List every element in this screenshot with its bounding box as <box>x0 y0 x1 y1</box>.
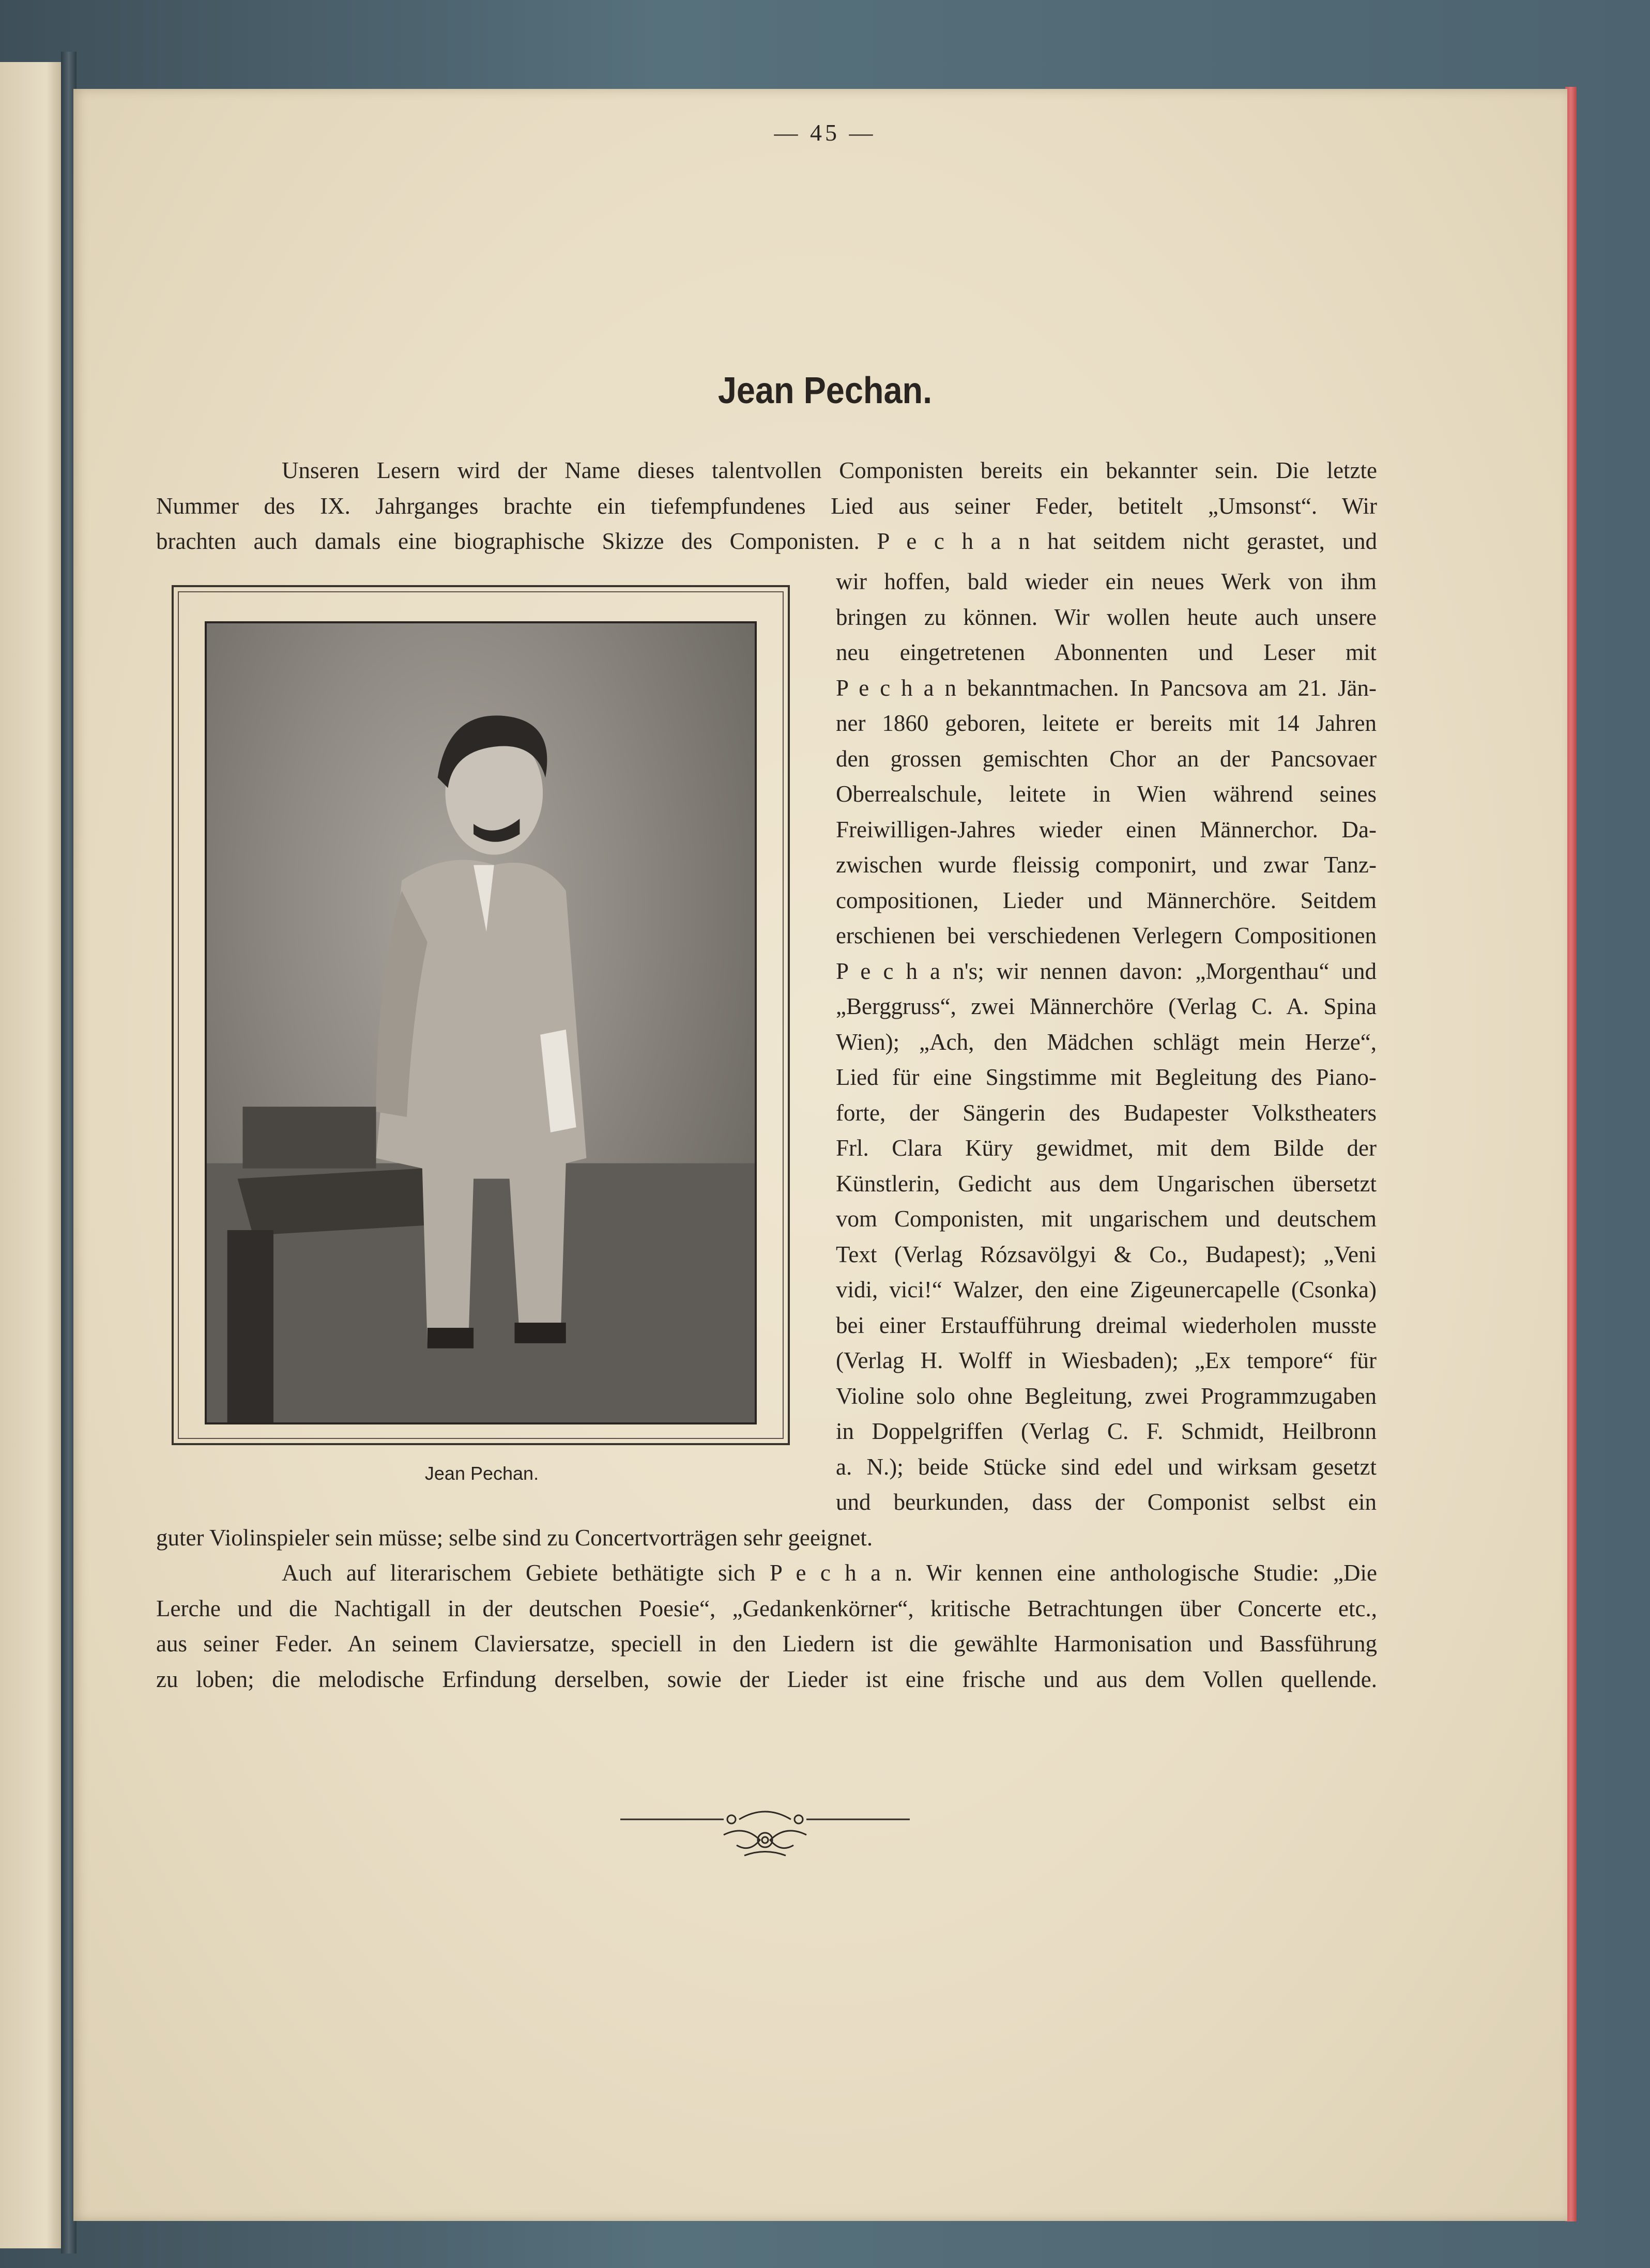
text-line: wir hoffen, bald wieder ein neues Werk von ihm <box>836 569 1377 594</box>
text-line: in Doppelgriffen (Verlag C. F. Schmidt, Heilbronn <box>836 1418 1377 1444</box>
text-line: bringen zu können. Wir wollen heute auch unsere <box>836 604 1377 630</box>
text-line: zwischen wurde fleissig componirt, und zwar Tanz- <box>836 852 1377 878</box>
text-line: Unseren Lesern wird der Name dieses talentvollen Componisten bereits ein bekannter sein. Die letzte <box>282 457 1377 483</box>
text-line: compositionen, Lieder und Männerchöre. Seitdem <box>836 887 1377 913</box>
text-line: guter Violinspieler sein müsse; selbe sind zu Concertvorträgen sehr geeignet. <box>156 1524 873 1551</box>
text-line: Lerche und die Nachtigall in der deutschen Poesie“, „Gedankenkörner“, kritische Betrachtungen über Concerte etc., <box>156 1595 1377 1621</box>
text-line: Lied für eine Singstimme mit Begleitung des Piano- <box>836 1064 1377 1090</box>
text-line: neu eingetretenen Abonnenten und Leser mit <box>836 639 1377 665</box>
left-page-edge <box>0 62 66 2248</box>
decorative-ornament <box>620 1804 910 1861</box>
text-line: Oberrealschule, leitete in Wien während seines <box>836 781 1377 807</box>
text-line: Wien); „Ach, den Mädchen schlägt mein Herze“, <box>836 1029 1377 1055</box>
article-title: Jean Pechan. <box>717 370 933 411</box>
text-line: den grossen gemischten Chor an der Pancsovaer <box>836 745 1377 772</box>
text-line: Text (Verlag Rózsavölgyi & Co., Budapest); „Veni <box>836 1241 1377 1267</box>
text-line: Auch auf literarischem Gebiete bethätigte sich P e c h a n. Wir kennen eine anthologische Studie: „Die <box>282 1560 1377 1586</box>
portrait-figure <box>207 623 755 1422</box>
text-line: vidi, vici!“ Walzer, den eine Zigeunercapelle (Csonka) <box>836 1277 1377 1302</box>
text-line: und beurkunden, dass der Componist selbst ein <box>836 1489 1377 1515</box>
text-line: Nummer des IX. Jahrganges brachte ein tiefempfundenes Lied aus seiner Feder, betitelt „Umsonst“. Wir <box>156 493 1377 519</box>
text-line: Violine solo ohne Begleitung, zwei Programmzugaben <box>836 1383 1377 1409</box>
text-line: aus seiner Feder. An seinem Claviersatze, speciell in den Liedern ist die gewählte Harmonisation und Bassführung <box>156 1631 1377 1657</box>
text-line: zu loben; die melodische Erfindung derselben, sowie der Lieder ist eine frische und aus dem Vollen quellende. <box>156 1666 1377 1692</box>
text-line: forte, der Sängerin des Budapester Volkstheaters <box>836 1099 1377 1126</box>
text-line: P e c h a n bekanntmachen. In Pancsova am 21. Jän- <box>836 675 1377 701</box>
text-line: erschienen bei verschiedenen Verlegern Compositionen <box>836 923 1377 948</box>
portrait-photo <box>205 621 757 1424</box>
text-line: brachten auch damals eine biographische Skizze des Componisten. P e c h a n hat seitdem nicht gerastet, und <box>156 528 1377 554</box>
text-line: Künstlerin, Gedicht aus dem Ungarischen übersetzt <box>836 1170 1377 1197</box>
text-line: vom Componisten, mit ungarischem und deutschem <box>836 1206 1377 1232</box>
text-line: a. N.); beide Stücke sind edel und wirksam gesetzt <box>836 1453 1377 1480</box>
portrait-caption: Jean Pechan. <box>424 1463 539 1484</box>
text-line: (Verlag H. Wolff in Wiesbaden); „Ex tempore“ für <box>836 1347 1377 1373</box>
text-line: Freiwilligen-Jahres wieder einen Männerchor. Da- <box>836 816 1377 842</box>
text-line: P e c h a n's; wir nennen davon: „Morgenthau“ und <box>836 958 1377 984</box>
text-line: bei einer Erstaufführung dreimal wiederholen musste <box>836 1312 1377 1338</box>
text-line: Frl. Clara Küry gewidmet, mit dem Bilde der <box>836 1135 1377 1161</box>
text-line: ner 1860 geboren, leitete er bereits mit 14 Jahren <box>836 710 1377 736</box>
page-number: — 45 — <box>774 119 876 146</box>
text-line: „Berggruss“, zwei Männerchöre (Verlag C. A. Spina <box>836 993 1377 1019</box>
